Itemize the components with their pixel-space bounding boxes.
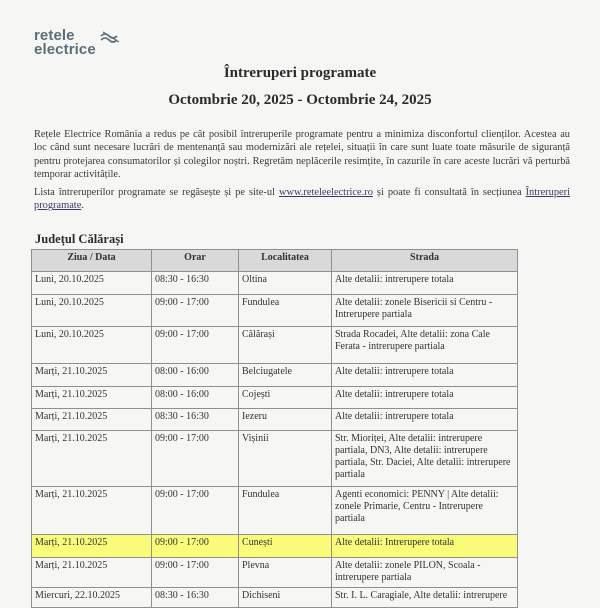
cell-time: 08:00 - 16:00 [152,387,239,409]
logo-line-1: retele [34,27,75,44]
cell-street: Alte detalii: intrerupere totala [332,387,518,409]
cell-date: Marți, 21.10.2025 [32,409,152,431]
cell-street: Alte detalii: intrerupere totala [332,364,518,387]
cell-date: Luni, 20.10.2025 [32,327,152,364]
cell-date: Marți, 21.10.2025 [32,364,152,387]
cell-time: 08:30 - 16:30 [152,409,239,431]
cell-locality: Vișinii [239,431,332,487]
company-logo [34,29,121,57]
table-row [32,272,518,295]
table-row [32,364,518,387]
cell-street: Alte detalii: intrerupere totala [332,409,518,431]
logo-text [34,29,96,57]
cell-time: 08:00 - 16:00 [152,364,239,387]
cell-time: 09:00 - 17:00 [152,535,239,558]
cell-locality: Oltina [239,272,332,295]
cell-time: 08:30 - 16:30 [152,272,239,295]
list-prefix: Lista întreruperilor programate se regăsește și pe site-ul [34,187,279,198]
retele-logo-icon [99,30,121,44]
cell-date: Luni, 20.10.2025 [32,272,152,295]
cell-locality: Cojești [239,387,332,409]
cell-date: Marți, 21.10.2025 [32,535,152,558]
column-header-date: Ziua / Data [32,250,152,272]
cell-date: Marți, 21.10.2025 [32,431,152,487]
table-row [32,387,518,409]
table-row [32,327,518,364]
cell-time: 09:00 - 17:00 [152,558,239,588]
column-header-locality: Localitatea [239,250,332,272]
cell-locality: Plevna [239,558,332,588]
cell-street: Alte detalii: zonele PILON, Scoala - intrerupere partiala [332,558,518,588]
page-title: Întreruperi programate [223,65,377,81]
cell-date: Luni, 20.10.2025 [32,295,152,327]
list-suffix: . [81,200,84,212]
cell-time: 09:00 - 17:00 [152,487,239,535]
list-middle: și poate fi consultată în secțiunea [372,187,526,198]
cell-street: Alte detalii: intrerupere totala [332,272,518,295]
list-info-paragraph [34,186,570,213]
cell-time: 09:00 - 17:00 [152,327,239,364]
cell-locality: Cunești [239,535,332,558]
table-header-row [32,250,518,272]
outages-table [31,249,518,608]
table-row [32,431,518,487]
cell-time: 09:00 - 17:00 [152,295,239,327]
cell-date: Marți, 21.10.2025 [32,558,152,588]
table-row [32,487,518,535]
county-heading: Județul Călărași [35,232,124,246]
cell-time: 09:00 - 17:00 [152,431,239,487]
cell-locality: Iezeru [239,409,332,431]
cell-date: Miercuri, 22.10.2025 [32,588,152,608]
column-header-time: Orar [152,250,239,272]
cell-locality: Belciugatele [239,364,332,387]
cell-time: 08:30 - 16:30 [152,588,239,608]
period-title: Octombrie 20, 2025 - Octombrie 24, 2025 [168,92,432,108]
cell-locality: Dichiseni [239,588,332,608]
cell-date: Marți, 21.10.2025 [32,387,152,409]
table-row [32,588,518,608]
cell-street: Agenti economici: PENNY | Alte detalii: zonele Primarie, Centru - Intrerupere partiala [332,487,518,535]
column-header-street: Strada [332,250,518,272]
cell-date: Marți, 21.10.2025 [32,487,152,535]
intro-paragraph: Rețele Electrice România a redus pe cât posibil întreruperile programate pentru a minimiza disconfortul clienților. Acestea au loc când sunt necesare lucrări de mentenanță sau modernizări ale rețelei, situații în care sunt luate toate măsurile de siguranță pentru protejarea consumatorilor și colegilor noștri. Regretăm neplăcerile resimțite, în cazurile în care aceste lucrări vă perturbă temporar activitățile. [34,129,570,181]
cell-street: Alte detalii: Intrerupere totala [332,535,518,558]
section-link[interactable]: Întreruperi programate [34,187,570,212]
table-row [32,409,518,431]
logo-line-2: electrice [34,41,96,58]
cell-locality: Fundulea [239,295,332,327]
table-row-highlighted [32,535,518,558]
table-row [32,558,518,588]
cell-street: Alte detalii: zonele Bisericii si Centru - Intrerupere partiala [332,295,518,327]
cell-locality: Călărași [239,327,332,364]
cell-locality: Fundulea [239,487,332,535]
cell-street: Str. Mioriței, Alte detalii: intrerupere partiala, DN3, Alte detalii: intrerupere partiala, Str. Daciei, Alte detalii: intrerupere partiala [332,431,518,487]
cell-street: Str. I. L. Caragiale, Alte detalii: intrerupere [332,588,518,608]
cell-street: Strada Rocadei, Alte detalii: zona Cale Ferata - intrerupere partiala [332,327,518,364]
table-row [32,295,518,327]
site-link[interactable]: www.reteleelectrice.ro [278,187,373,198]
